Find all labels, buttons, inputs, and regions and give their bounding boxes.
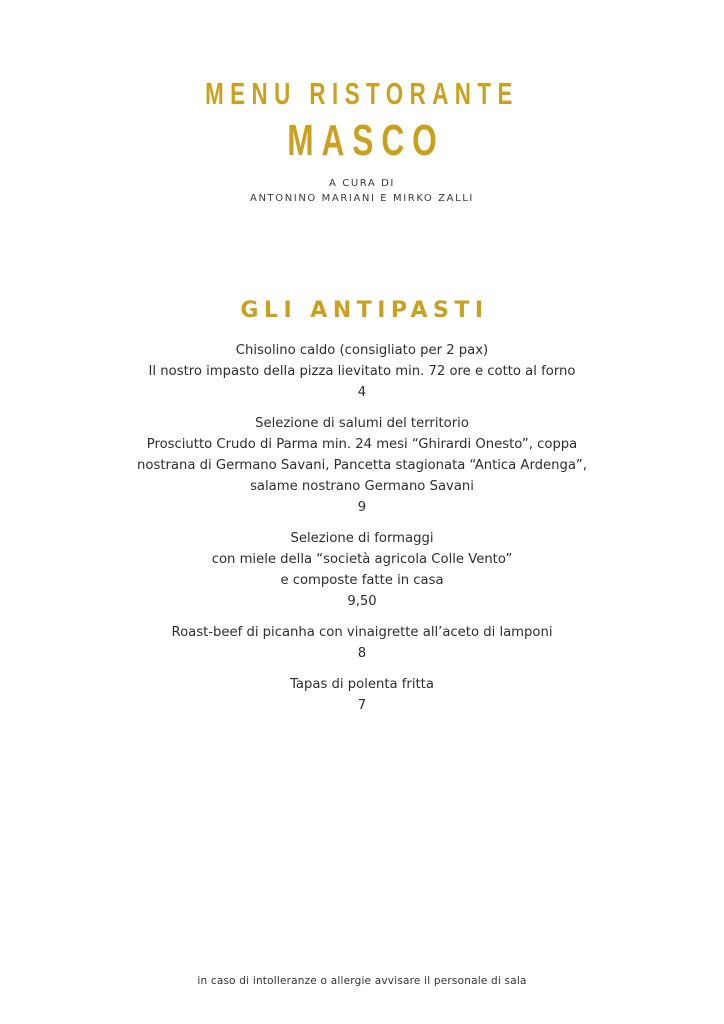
menu-item-description: nostrana di Germano Savani, Pancetta stagionata “Antica Ardenga”, bbox=[137, 458, 587, 473]
menu-item bbox=[0, 413, 724, 518]
menu-header bbox=[0, 74, 724, 206]
menu-item-description: Il nostro impasto della pizza lievitato min. 72 ore e cotto al forno bbox=[148, 364, 576, 379]
menu-item-price: 4 bbox=[357, 385, 367, 400]
menu-item-price: 9,50 bbox=[347, 594, 377, 609]
curator-names: ANTONINO MARIANI E MIRKO ZALLI bbox=[250, 193, 474, 204]
restaurant-name: MASCO bbox=[287, 116, 445, 165]
menu-item-name: Roast-beef di picanha con vinaigrette all’aceto di lamponi bbox=[171, 625, 553, 640]
menu-item-price: 9 bbox=[357, 500, 367, 515]
curator-label: A CURA DI bbox=[329, 178, 395, 189]
menu-item-price: 7 bbox=[357, 698, 367, 713]
antipasti-list bbox=[0, 340, 724, 726]
menu-item bbox=[0, 622, 724, 664]
menu-item-description: salame nostrano Germano Savani bbox=[250, 479, 474, 494]
section-title-antipasti: GLI ANTIPASTI bbox=[240, 298, 489, 323]
menu-item-name: Chisolino caldo (consigliato per 2 pax) bbox=[235, 343, 489, 358]
menu-item bbox=[0, 528, 724, 612]
menu-item-description: Prosciutto Crudo di Parma min. 24 mesi “Ghirardi Onesto”, coppa bbox=[146, 437, 578, 452]
menu-item-name: Tapas di polenta fritta bbox=[290, 677, 434, 692]
menu-item-name: Selezione di formaggi bbox=[290, 531, 434, 546]
curator-credits bbox=[0, 176, 724, 206]
menu-item-price: 8 bbox=[357, 646, 367, 661]
allergy-notice: in caso di intolleranze o allergie avvisare il personale di sala bbox=[197, 975, 527, 987]
menu-title-top: MENU RISTORANTE bbox=[205, 76, 519, 111]
menu-item-name: Selezione di salumi del territorio bbox=[255, 416, 469, 431]
menu-item-description: con miele della “società agricola Colle Vento” bbox=[211, 552, 513, 567]
menu-item bbox=[0, 674, 724, 716]
menu-item-description: e composte fatte in casa bbox=[280, 573, 444, 588]
menu-item bbox=[0, 340, 724, 403]
